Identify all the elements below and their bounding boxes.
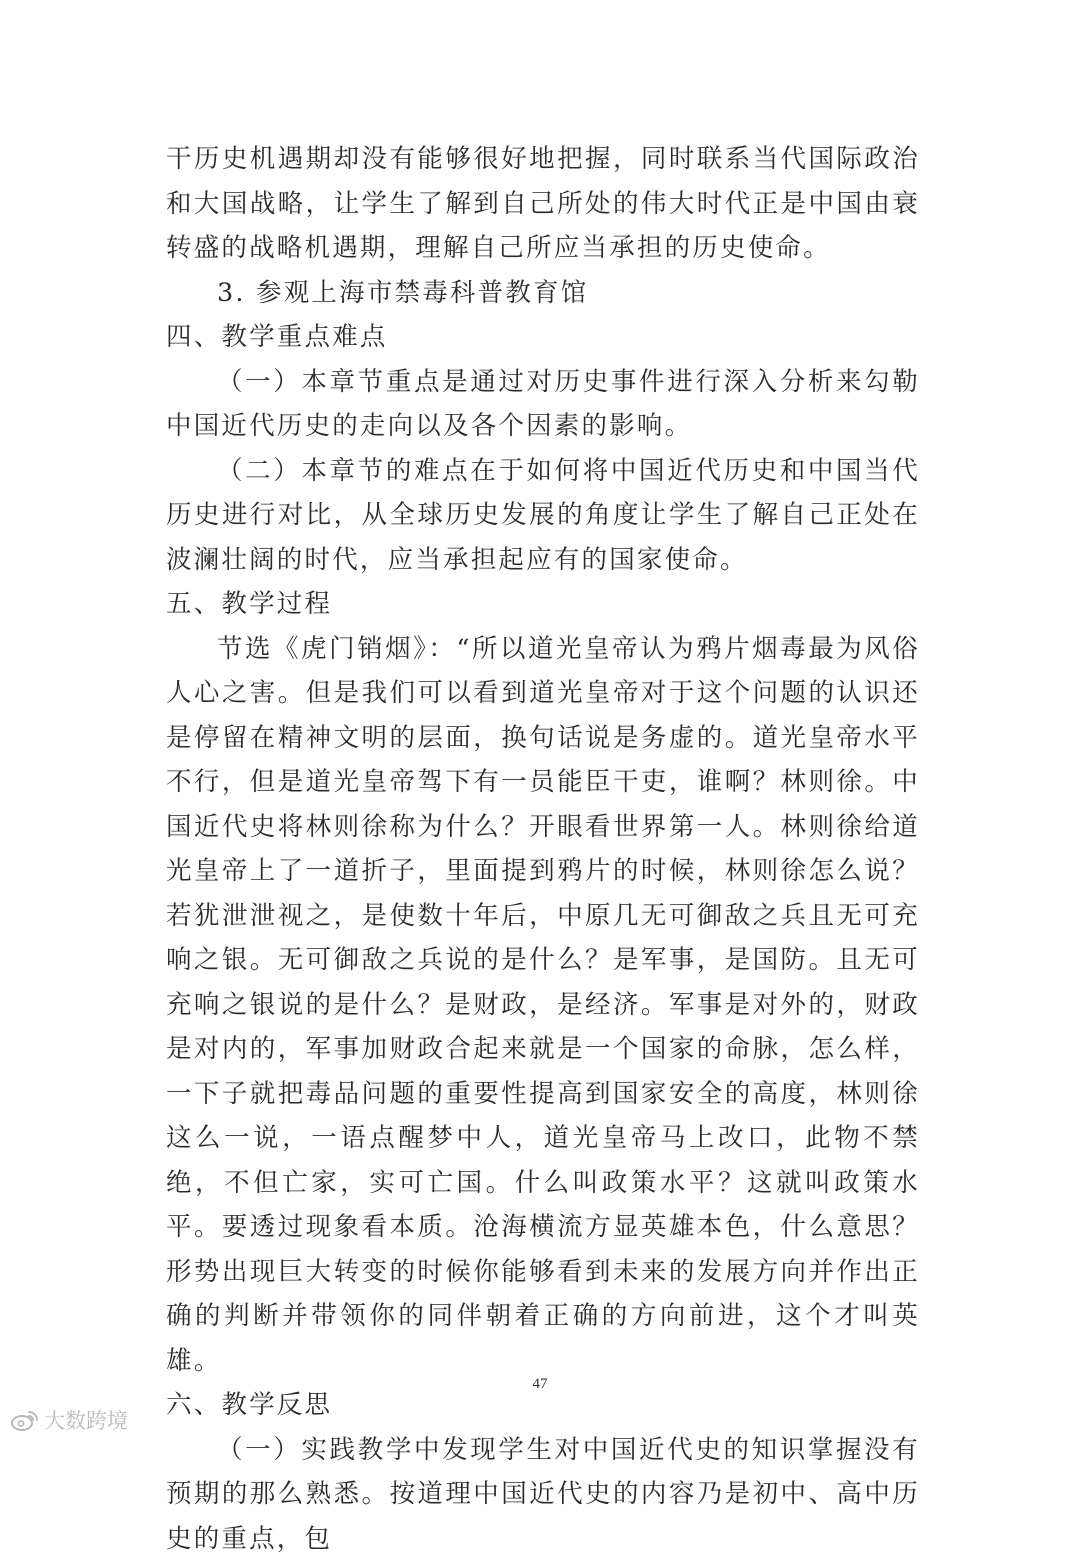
body-text [166, 137, 920, 1561]
paragraph-reflection: （一）实践教学中发现学生对中国近代史的知识掌握没有预期的那么熟悉。按道理中国近代史的内容乃是初中、高中历史的重点，包 [166, 1428, 920, 1561]
paragraph-difficulties: （二）本章节的难点在于如何将中国近代历史和中国当代历史进行对比，从全球历史发展的角度让学生了解自己正处在波澜壮阔的时代，应当承担起应有的国家使命。 [166, 449, 920, 583]
section-heading-5: 五、教学过程 [166, 582, 920, 627]
watermark-text: 大数跨境 [44, 1405, 128, 1435]
watermark [10, 1405, 128, 1435]
list-item-3: 3. 参观上海市禁毒科普教育馆 [166, 271, 920, 316]
paragraph-continuation: 干历史机遇期却没有能够很好地把握，同时联系当代国际政治和大国战略，让学生了解到自己所处的伟大时代正是中国由衰转盛的战略机遇期，理解自己所应当承担的历史使命。 [166, 137, 920, 271]
paragraph-excerpt: 节选《虎门销烟》：“所以道光皇帝认为鸦片烟毒最为风俗人心之害。但是我们可以看到道光皇帝对于这个问题的认识还是停留在精神文明的层面，换句话说是务虚的。道光皇帝水平不行，但是道光皇帝驾下有一员能臣干吏，谁啊？林则徐。中国近代史将林则徐称为什么？开眼看世界第一人。林则徐给道光皇帝上了一道折子，里面提到鸦片的时候，林则徐怎么说？若犹泄泄视之，是使数十年后，中原几无可御敌之兵且无可充响之银。无可御敌之兵说的是什么？是军事，是国防。且无可充响之银说的是什么？是财政，是经济。军事是对外的，财政是对内的，军事加财政合起来就是一个国家的命脉，怎么样，一下子就把毒品问题的重要性提高到国家安全的高度，林则徐这么一说，一语点醒梦中人，道光皇帝马上改口，此物不禁绝，不但亡家，实可亡国。什么叫政策水平？这就叫政策水平。要透过现象看本质。沧海横流方显英雄本色，什么意思？形势出现巨大转变的时候你能够看到未来的发展方向并作出正确的判断并带领你的同伴朝着正确的方向前进，这个才叫英雄。 [166, 627, 920, 1384]
section-heading-4: 四、教学重点难点 [166, 315, 920, 360]
paragraph-key-points: （一）本章节重点是通过对历史事件进行深入分析来勾勒中国近代历史的走向以及各个因素的影响。 [166, 360, 920, 449]
page-number: 47 [0, 1376, 1080, 1393]
section-heading-6: 六、教学反思 [166, 1383, 920, 1428]
weibo-icon [10, 1407, 40, 1433]
